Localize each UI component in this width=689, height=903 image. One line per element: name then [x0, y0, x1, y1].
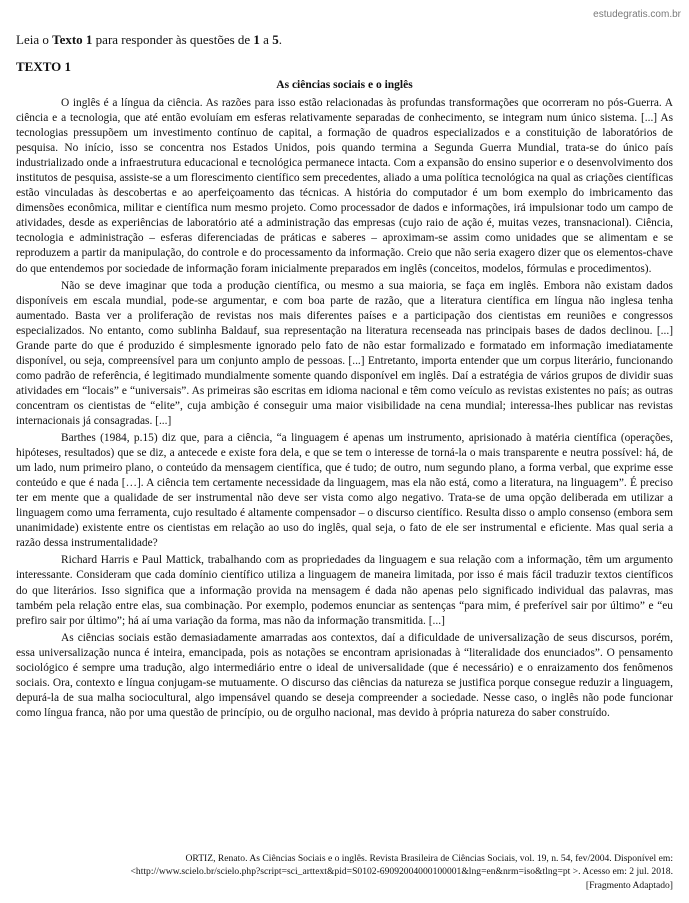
instruction-conj: a	[259, 32, 273, 47]
instruction-end: .	[278, 32, 282, 47]
instruction-prefix: Leia o	[16, 32, 53, 47]
instruction-question-start: 1	[253, 32, 260, 47]
instruction-middle: para responder às questões de	[92, 32, 254, 47]
article-title: As ciências sociais e o inglês	[276, 79, 413, 91]
paragraph: Barthes (1984, p.15) diz que, para a ciência, “a linguagem é apenas um instrumento, aprisionado à matéria científica (operações, hipóteses, resultados) que se diz, a antecede e existe fora dela, e que se tem o interesse de torná-la o mais transparente e neutra possível: há, de um lado, num primeiro plano, o conteúdo da mensagem científica, que é tudo; de outro, num segundo plano, a forma verbal, que exprime esse conteúdo e que é nada […]. A ciência tem certamente necessidade da linguagem, mas ela não está, como a literatura, na linguagem”. É preciso ter em mente que a qualidade de ser instrumental não deve ser vista como algo negativo. Trata-se de uma opção deliberada em utilizar a linguagem como uma ferramenta, cujo resultado é altamente compensador – o discurso científico. Resulta disso o amplo consenso (embora sem unanimidade) existente entre os cientistas em relação ao uso do inglês, qual seja, o fato de ele ser instrumental e eficiente. Mas qual seria a razão dessa instrumentalidade?	[16, 432, 673, 550]
text-label: TEXTO 1	[16, 59, 72, 74]
instruction	[16, 32, 282, 48]
paragraph: Richard Harris e Paul Mattick, trabalhando com as propriedades da linguagem e sua relação com a informação, têm um argumento interessante. Consideram que cada domínio científico utiliza a linguagem de maneira limitada, por isso é mais fácil traduzir textos científicos do que literários. Isso significa que a informação provida na mensagem é dada não apenas pelo significado individual das palavras, mas também pela relação entre elas, sua combinação. Por exemplo, podemos enunciar as sentenças “para mim, é preferível sair por último” e “eu prefiro sair por último”; há aí uma variação da forma, mas não da informação transmitida. [...]	[16, 554, 673, 627]
paragraph: O inglês é a língua da ciência. As razões para isso estão relacionadas às profundas transformações que ocorreram no pós-Guerra. A ciência e a tecnologia, que até então evoluíam em esferas relativamente separadas de conhecimento, se integram num único sistema. [...] As tecnologias pressupõem um investimento contínuo de capital, a formação de quadros especializados e a constituição de laboratórios de pesquisa. No início, isso se concentra nos Estados Unidos, pois quando termina a Segunda Guerra Mundial, trata-se do único país industrializado onde a infraestrutura educacional e tecnológica permanece intacta. Com a expansão do ensino superior e o desenvolvimento dos institutos de pesquisa, assiste-se a um florescimento científico sem precedentes, aliado a uma política tecnológica na qual as criações científicas estão vinculadas às descobertas e ao aperfeiçoamento das técnicas. A história do computador é um bom exemplo do imbricamento das dimensões econômica, militar e científica num mesmo projeto. Como processador de dados e informações, irá impulsionar todo um campo de atividades, desde as experiências de laboratório até a administração das empresas (cujo raio de ação é, muitas vezes, transnacional). Ciência, tecnologia e administração – esferas diferenciadas de práticas e saberes – aproximam-se assim como unidades que se alimentam e se reproduzem a partir da manipulação, do controle e do processamento da informação. Creio que não seria exagero dizer que os elementos-chave do que entendemos por sociedade de informação foram inicialmente preparados em inglês (conceitos, modelos, fórmulas e procedimentos).	[16, 97, 673, 275]
citation-reference: ORTIZ, Renato. As Ciências Sociais e o inglês. Revista Brasileira de Ciências Sociais, vol. 19, n. 54, fev/2004. Disponível em:	[185, 853, 673, 864]
instruction-question-end: 5	[272, 32, 279, 47]
paragraph: As ciências sociais estão demasiadamente amarradas aos contextos, daí a dificuldade de universalização de seus discursos, porém, essa universalização nunca é inteira, emancipada, pois as notações se encontram aprisionadas à “literalidade dos enunciados”. O pensamento sociológico é sempre uma tradução, algo intermediário entre o ideal de universalidade (que é necessário) e o enraizamento dos fenômenos sociais. Ora, contexto e língua conjugam-se mutuamente. O discurso das ciências da natureza se justifica porque consegue reduzir a linguagem, depurá-la de sua malha sociocultural, algo impensável quando se deseja compreender a sociedade. Nesse caso, o inglês não pode funcionar como língua franca, não por uma questão de princípio, ou de orgulho nacional, mas devido à própria natureza do saber construído.	[16, 631, 673, 719]
watermark: estudegratis.com.br	[593, 9, 681, 20]
instruction-text-ref: Texto 1	[52, 32, 93, 47]
source-citation	[16, 852, 673, 892]
article-body	[16, 96, 673, 723]
citation-note: [Fragmento Adaptado]	[585, 879, 673, 891]
paragraph: Não se deve imaginar que toda a produção científica, ou mesmo a sua maioria, se faça em inglês. Embora não existam dados disponíveis em escala mundial, pode-se argumentar, e com boa parte de razão, que a literatura científica em língua não inglesa tenha aumentado. Basta ver a proliferação de revistas nos mais diferentes países e a participação dos cientistas em reuniões e congressos especializados. No entanto, como sublinha Baldauf, sua representação na literatura recenseada nas principais bases de dados declinou. [...] Grande parte do que é produzido é simplesmente ignorado pelo fato de não estar formalizado e formatado em informação imediatamente disponível, ou seja, compreensível para um conjunto amplo de pessoas. [...] Entretanto, importa entender que um corpus literário, funcionando como padrão de referência, é legitimado mundialmente somente quando disponível em inglês. Daí a estratégia de vários grupos de dividir suas atividades em “locais” e “universais”. As primeiras são escritas em idioma nacional e têm como veículo as revistas existentes no país; as outras concentram os cientistas de “elite”, cuja ambição é conseguir uma maior visibilidade na cena mundial; interessa-lhes publicar nas revistas internacionais já consagradas. [...]	[16, 279, 673, 427]
citation-url: <http://www.scielo.br/scielo.php?script=sci_arttext&pid=S0102-69092004000100001&lng=en&nrm=iso&tlng=pt >. Acesso em: 2 jul. 2018.	[130, 866, 673, 878]
